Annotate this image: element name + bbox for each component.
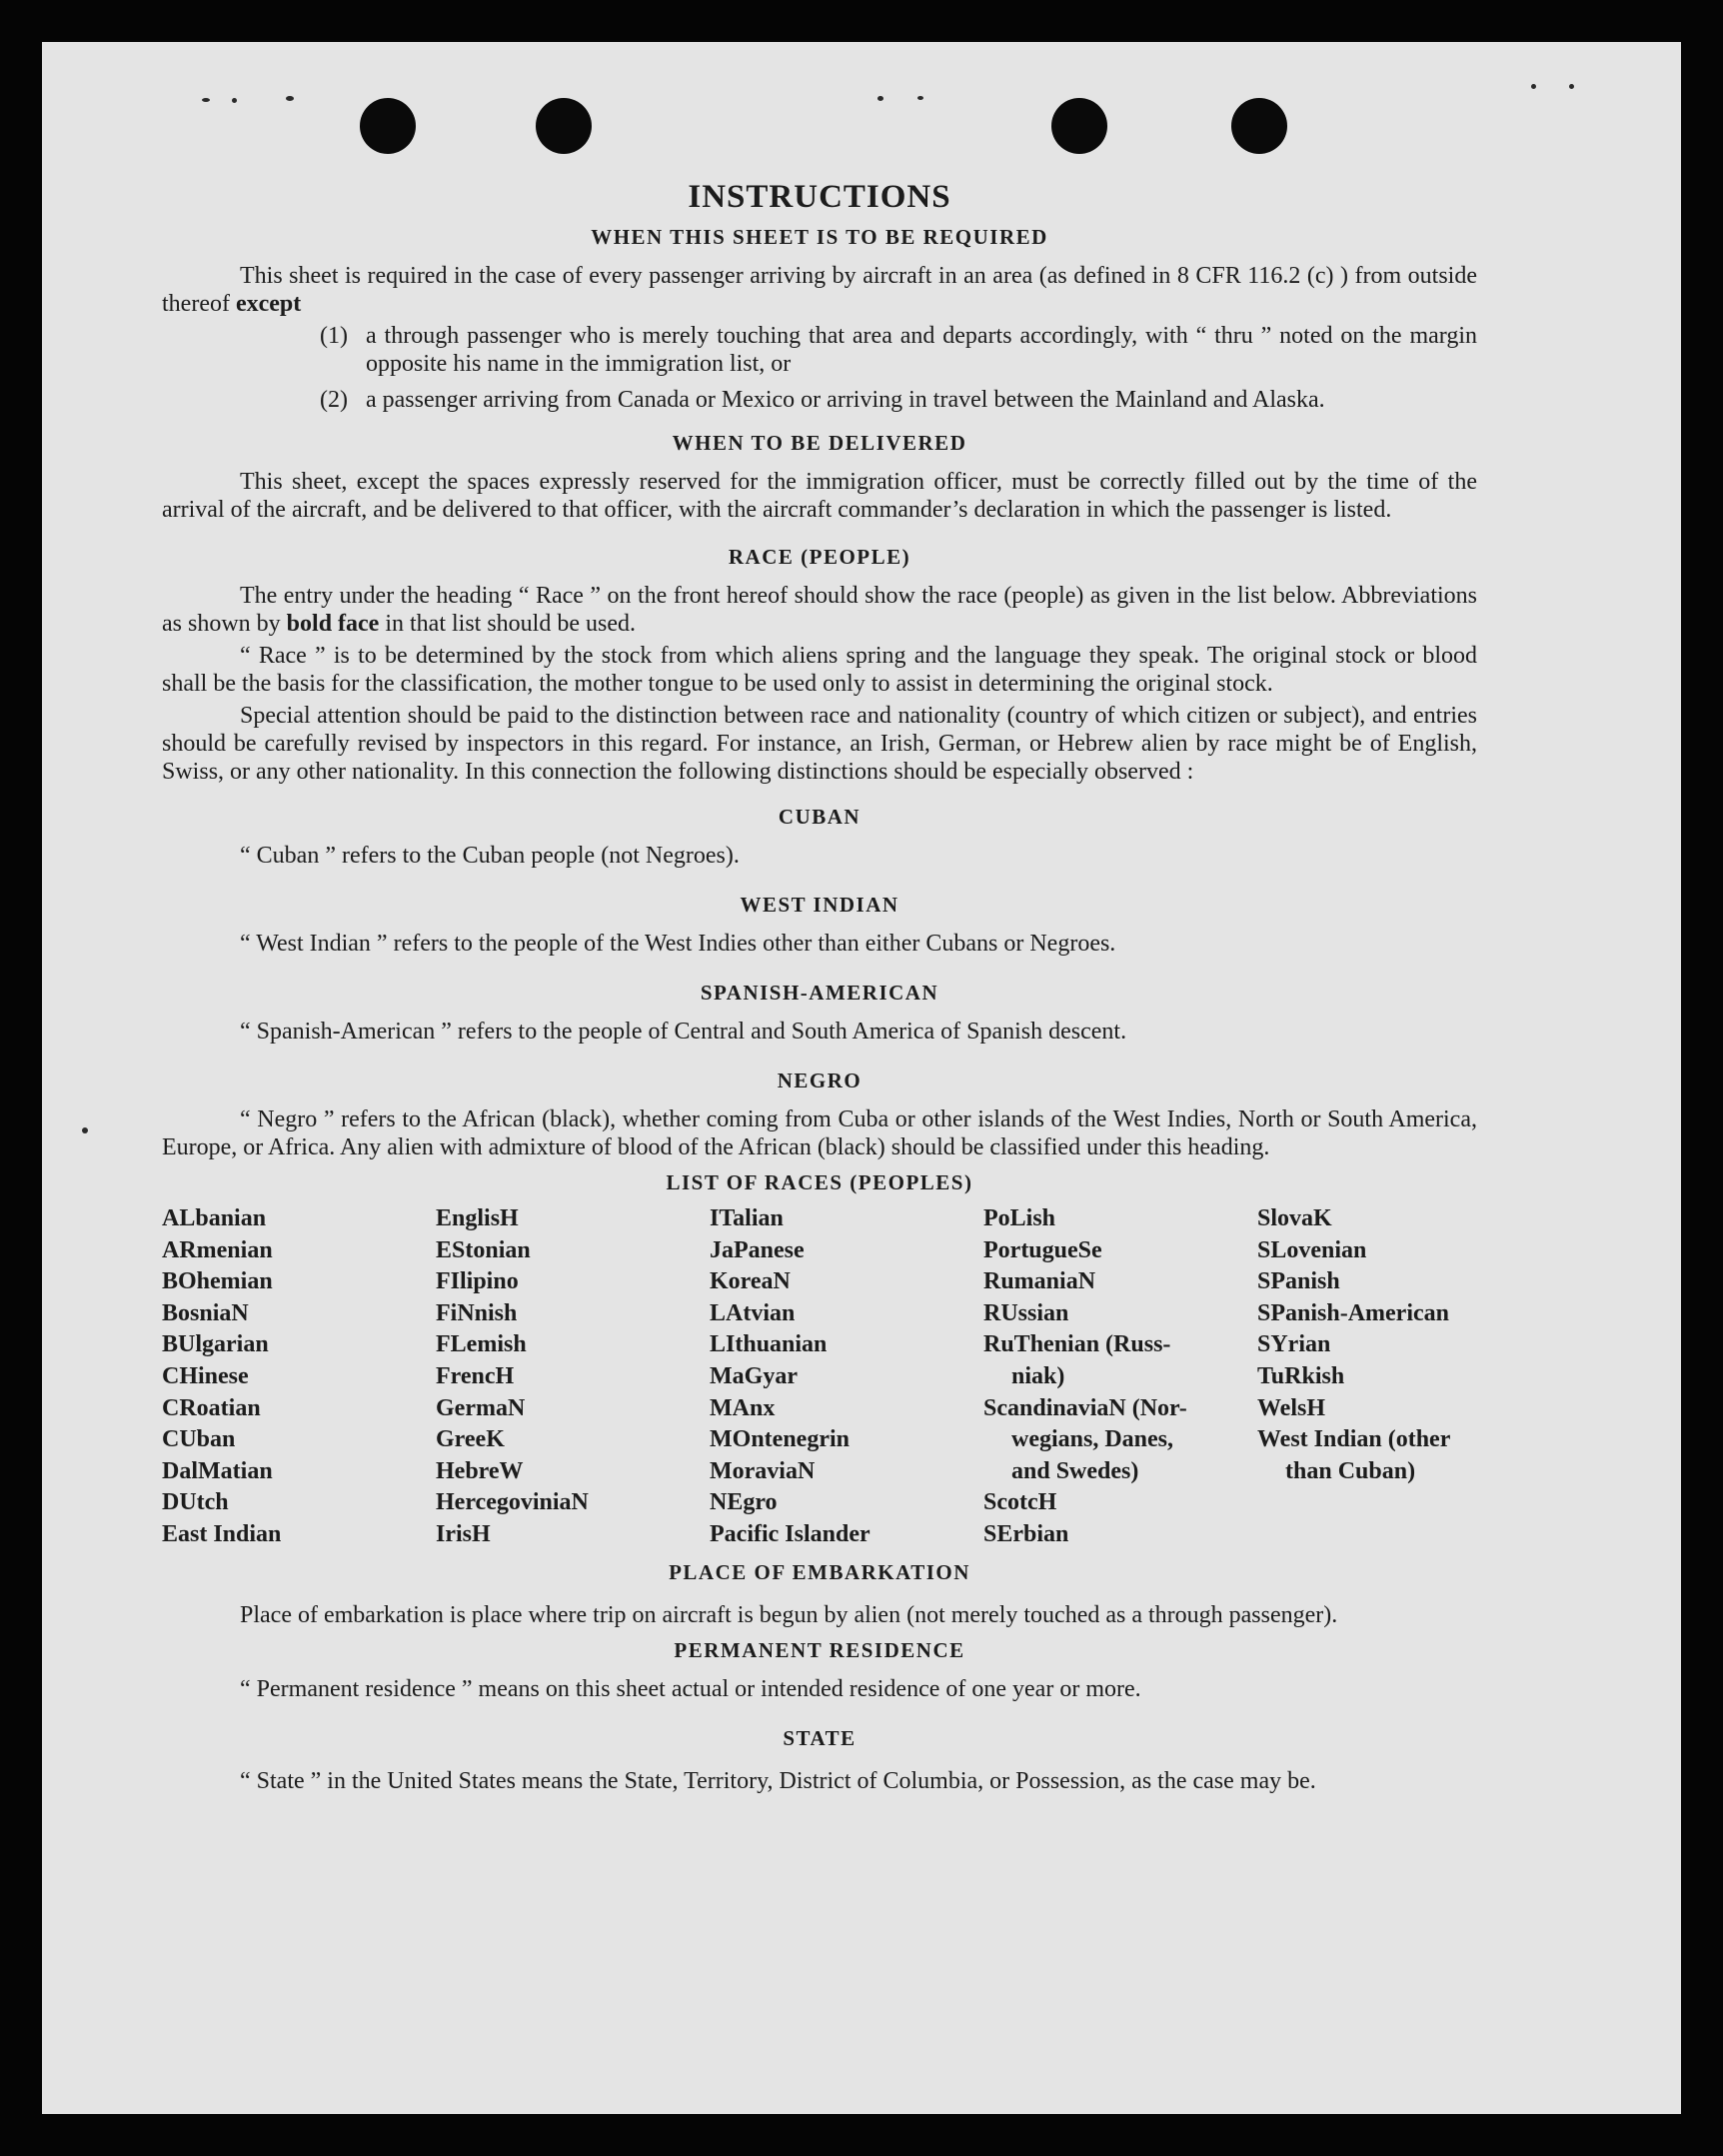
race-entry: CUban (162, 1426, 236, 1453)
race-entry: WelsH (1257, 1394, 1326, 1421)
race-entry-continued: niak) (1011, 1362, 1065, 1389)
heading-negro: NEGRO (777, 1069, 862, 1092)
speck (82, 1127, 88, 1133)
races-column (162, 1203, 436, 1551)
heading-permanent-residence: PERMANENT RESIDENCE (674, 1637, 965, 1662)
race-entry: MaGyar (710, 1362, 798, 1389)
race-entry: BOhemian (162, 1268, 273, 1295)
heading-state: STATE (783, 1725, 857, 1750)
race-entry: East Indian (162, 1520, 282, 1547)
race-entry: JaPanese (710, 1236, 805, 1263)
state-text: “ State ” in the United States means the State, Territory, District of Columbia, or Possession, as the case may be. (240, 1767, 1316, 1794)
race-entry: SLovenian (1257, 1236, 1367, 1263)
race-entry-continued: than Cuban) (1285, 1457, 1416, 1484)
heading-embarkation: PLACE OF EMBARKATION (669, 1559, 970, 1584)
race-entry: FrencH (436, 1362, 515, 1389)
cuban-text: “ Cuban ” refers to the Cuban people (not Negroes). (240, 843, 740, 869)
heading-when-delivered: WHEN TO BE DELIVERED (672, 431, 967, 455)
race-entry: EnglisH (436, 1205, 519, 1231)
race-entry: HercegoviniaN (436, 1489, 589, 1516)
residence-text: “ Permanent residence ” means on this sheet actual or intended residence of one year or more. (240, 1675, 1141, 1702)
speck (286, 96, 294, 101)
heading-list-of-races: LIST OF RACES (PEOPLES) (666, 1170, 973, 1194)
race-entry-continued: and Swedes) (1011, 1457, 1139, 1484)
bold-face-text: bold face (286, 611, 380, 637)
race-entry: ScotcH (983, 1489, 1057, 1516)
race-entry: SlovaK (1257, 1205, 1332, 1231)
race-entry: HebreW (436, 1457, 524, 1484)
spanish-american-text: “ Spanish-American ” refers to the people of Central and South America of Spanish descent. (240, 1019, 1127, 1045)
race-entry: West Indian (other (1257, 1426, 1451, 1453)
when-required-intro: This sheet is required in the case of every passenger arriving by aircraft in an area (as defined in 8 CFR 116.2 (c) ) from outside thereof except (162, 263, 1477, 317)
race-entry: BUlgarian (162, 1331, 269, 1358)
race-paragraph-2: “ Race ” is to be determined by the stock from which aliens spring and the language they speak. The original stock or blood shall be the basis for the classification, the mother tongue to be used only to assist in determining the original stock. (162, 643, 1477, 697)
speck (202, 98, 210, 102)
race-entry: RUssian (983, 1299, 1069, 1326)
race-entry: FLemish (436, 1331, 527, 1358)
races-column (1257, 1203, 1477, 1551)
race-entry: BosniaN (162, 1299, 249, 1326)
race-entry: FiNnish (436, 1299, 518, 1326)
speck (1569, 84, 1574, 89)
race-entry-continued: wegians, Danes, (1011, 1426, 1174, 1453)
race-entry: LIthuanian (710, 1331, 828, 1358)
race-entry: GermaN (436, 1394, 526, 1421)
race-entry: RumaniaN (983, 1268, 1096, 1295)
race-entry: TuRkish (1257, 1362, 1345, 1389)
race-entry: CHinese (162, 1362, 249, 1389)
race-entry: PoLish (983, 1205, 1056, 1231)
heading-west-indian: WEST INDIAN (740, 893, 899, 917)
race-entry: ScandinaviaN (Nor- (983, 1394, 1187, 1421)
race-entry: ITalian (710, 1205, 784, 1231)
race-paragraph-3: Special attention should be paid to the distinction between race and nationality (country of which citizen or subject), and entries should be carefully revised by inspectors in this regard. For instance, an Irish, German, or Hebrew alien by race might be of English, Swiss, or any other nationality. In this connection the following distinctions should be especially observed : (162, 703, 1477, 785)
page-title: INSTRUCTIONS (688, 179, 951, 215)
west-indian-text: “ West Indian ” refers to the people of the West Indies other than either Cubans or Negroes. (240, 931, 1116, 957)
instructions-document (162, 136, 1477, 1803)
race-entry: DUtch (162, 1489, 229, 1516)
list-item: (1) a through passenger who is merely touching that area and departs accordingly, with “ thru ” noted on the margin opposite his name in the immigration list, or (320, 323, 1477, 377)
race-entry: ARmenian (162, 1236, 273, 1263)
races-column (436, 1203, 710, 1551)
race-entry: LAtvian (710, 1299, 796, 1326)
races-column (710, 1203, 983, 1551)
speck (917, 96, 923, 100)
race-entry: Pacific Islander (710, 1520, 870, 1547)
race-entry: NEgro (710, 1489, 778, 1516)
race-entry: SErbian (983, 1520, 1069, 1547)
race-entry: GreeK (436, 1426, 505, 1453)
race-paragraph-1: The entry under the heading “ Race ” on the front hereof should show the race (people) as given in the list below. Abbreviations as shown by bold face in that list should be used. (162, 583, 1477, 637)
except-bold: except (235, 291, 302, 317)
race-entry: PortugueSe (983, 1236, 1102, 1263)
race-entry: ALbanian (162, 1205, 267, 1231)
races-list (162, 1203, 1477, 1551)
race-entry: MAnx (710, 1394, 776, 1421)
race-entry: SYrian (1257, 1331, 1331, 1358)
race-entry: RuThenian (Russ- (983, 1331, 1171, 1358)
negro-text: “ Negro ” refers to the African (black), whether coming from Cuba or other islands of the West Indies, North or South America, Europe, or Africa. Any alien with admixture of blood of the African (black) should be classified under this heading. (162, 1106, 1477, 1160)
race-entry: MoraviaN (710, 1457, 816, 1484)
race-entry: EStonian (436, 1236, 531, 1263)
race-entry: MOntenegrin (710, 1426, 850, 1453)
heading-race: RACE (PEOPLE) (728, 545, 911, 569)
heading-cuban: CUBAN (778, 805, 862, 829)
heading-when-required: WHEN THIS SHEET IS TO BE REQUIRED (591, 225, 1048, 249)
speck (877, 96, 883, 101)
when-delivered-text: This sheet, except the spaces expressly reserved for the immigration officer, must be correctly filled out by the time of the arrival of the aircraft, and be delivered to that officer, with the aircraft commander’s declaration in which the passenger is listed. (162, 469, 1477, 523)
speck (232, 98, 237, 103)
race-entry: IrisH (436, 1520, 491, 1547)
race-entry: FIlipino (436, 1268, 519, 1295)
heading-spanish-american: SPANISH-AMERICAN (700, 981, 939, 1005)
list-item: (2) a passenger arriving from Canada or Mexico or arriving in travel between the Mainland and Alaska. (320, 387, 1325, 413)
speck (1531, 84, 1536, 89)
race-entry: KoreaN (710, 1268, 791, 1295)
race-entry: SPanish-American (1257, 1299, 1449, 1326)
embarkation-text: Place of embarkation is place where trip on aircraft is begun by alien (not merely touched as a through passenger). (240, 1601, 1338, 1628)
races-column (983, 1203, 1257, 1551)
race-entry: DalMatian (162, 1457, 273, 1484)
race-entry: CRoatian (162, 1394, 261, 1421)
race-entry: SPanish (1257, 1268, 1340, 1295)
